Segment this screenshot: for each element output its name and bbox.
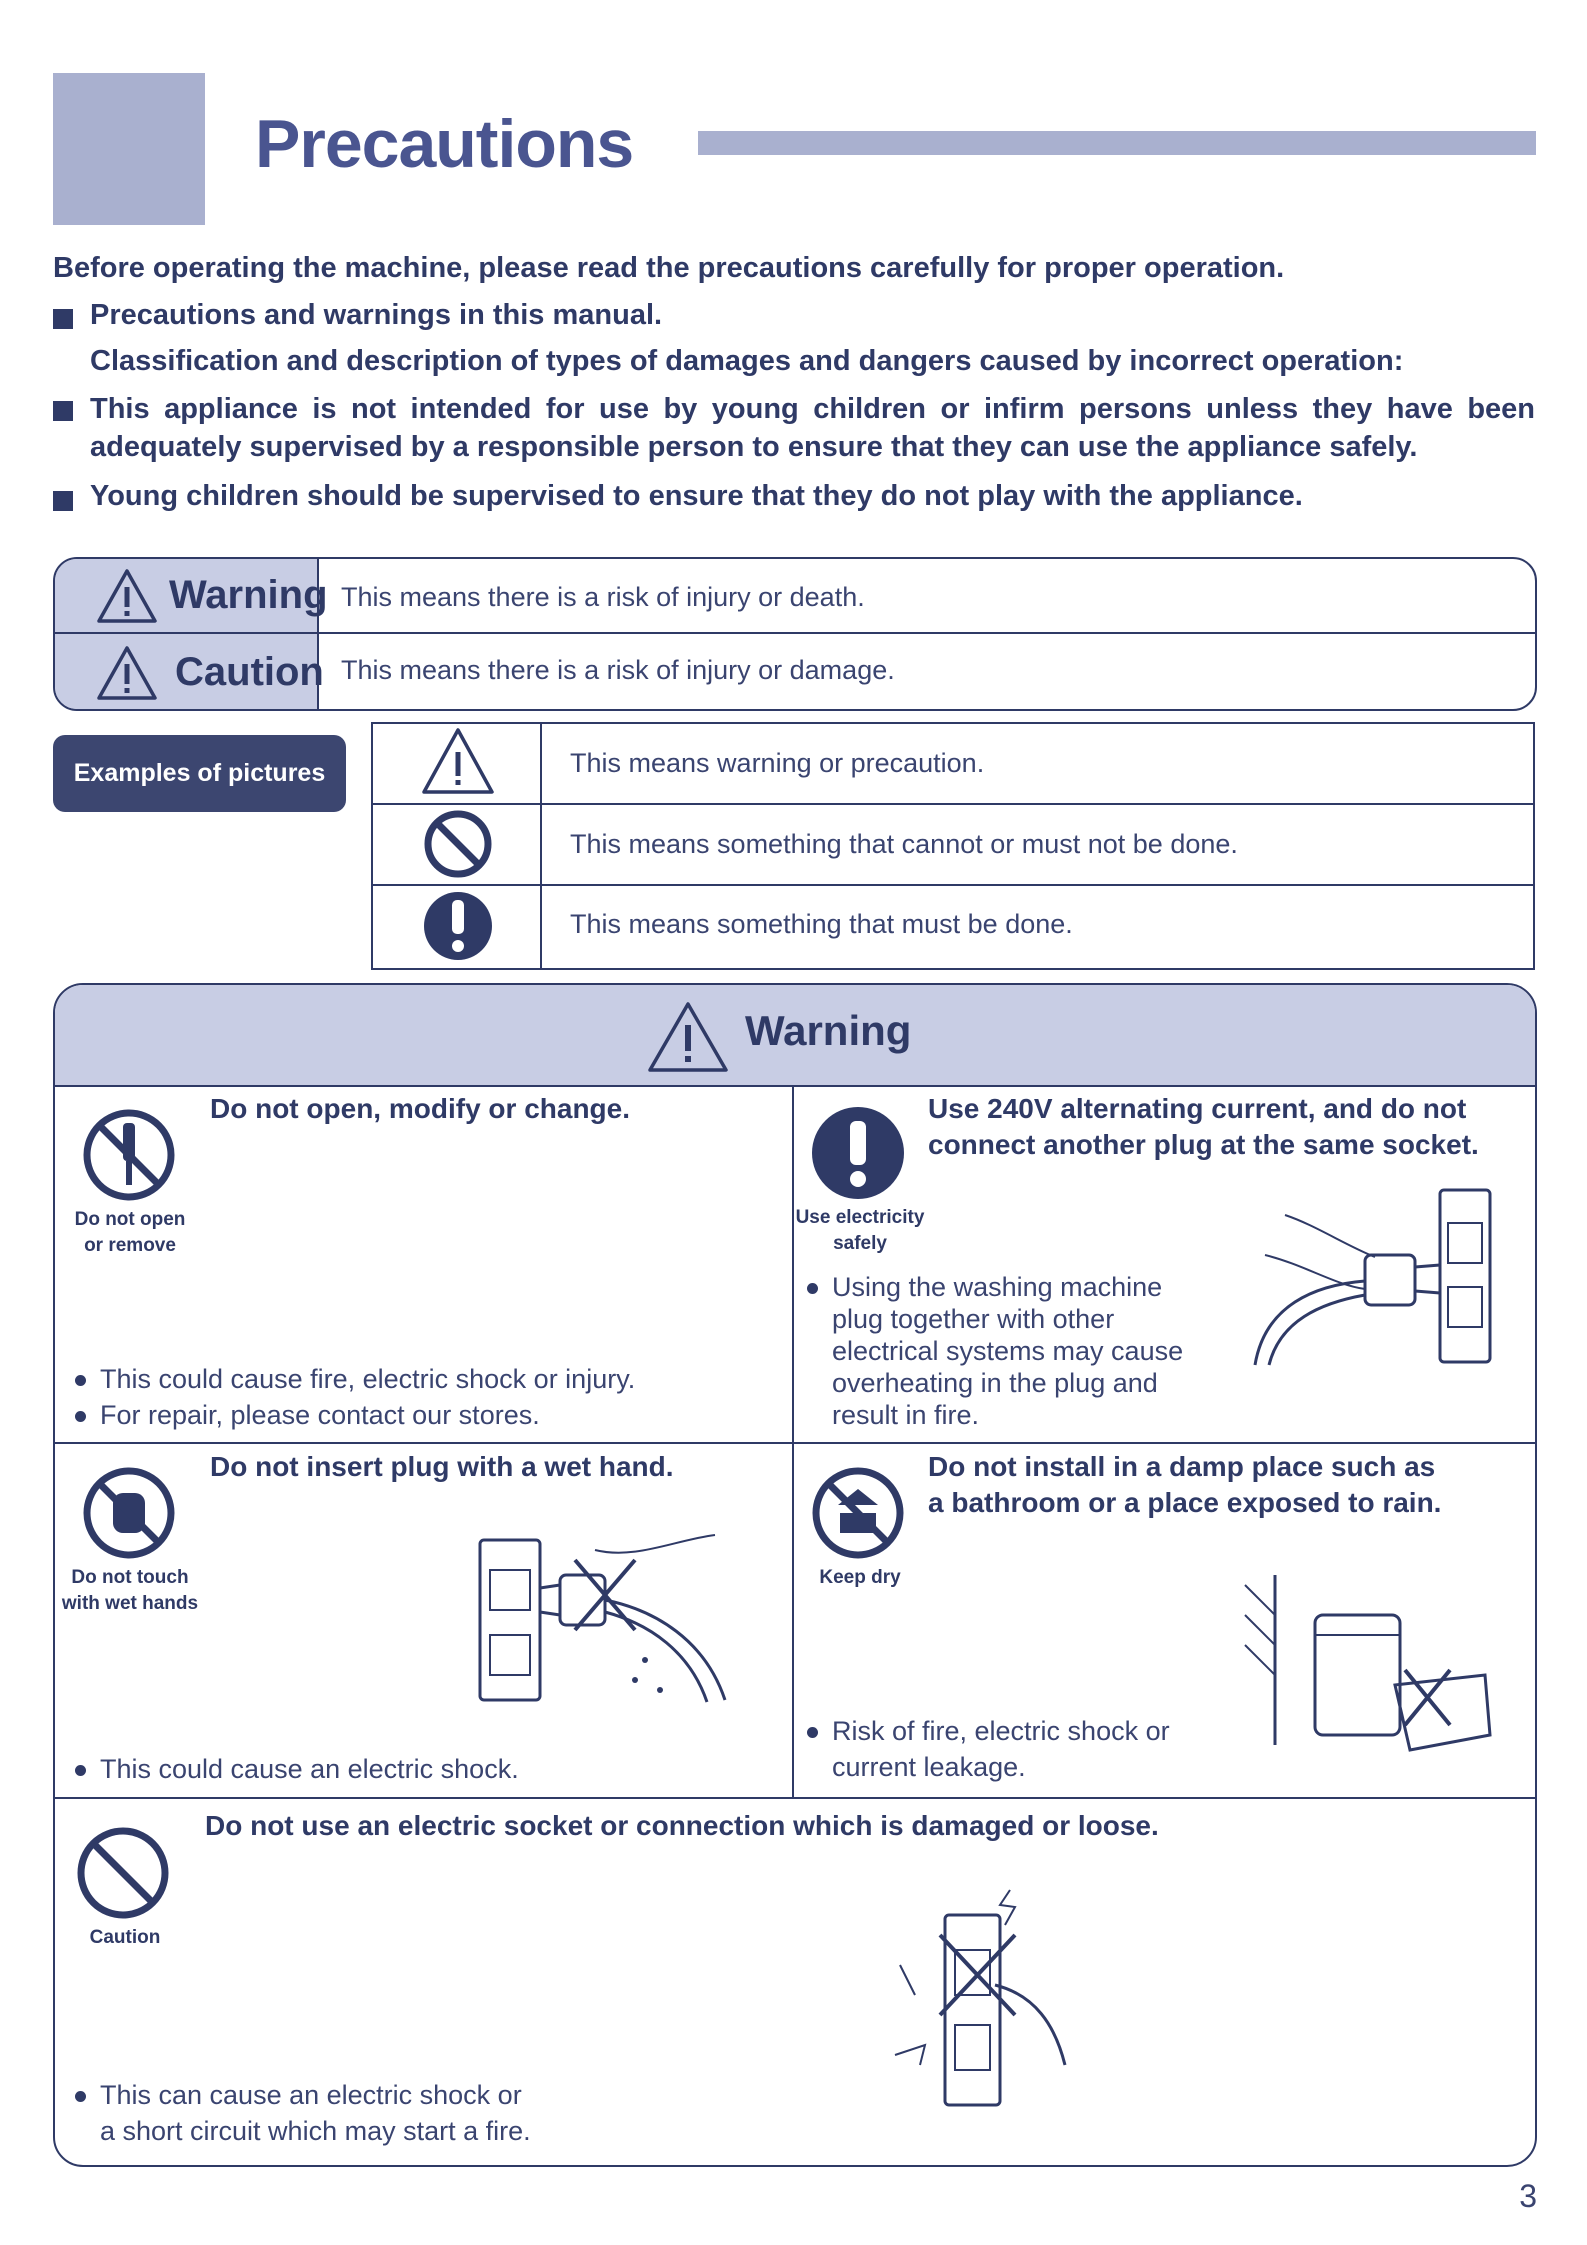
page-title: Precautions [255, 106, 634, 182]
wet-hand-prohibited-icon [81, 1465, 177, 1561]
intro-bullet-3: Young children should be supervised to ensure that they do not play with the appliance. [90, 480, 1303, 512]
keep-dry-icon [810, 1465, 906, 1561]
do-not-open-icon [81, 1107, 177, 1203]
cell-title: Do not install in a damp place such as a bathroom or a place exposed to rain. [928, 1451, 1442, 1518]
examples-table [371, 722, 1535, 970]
bullet-square [53, 309, 73, 329]
grid-divider [55, 1797, 1535, 1799]
cell-bullet: This could cause an electric shock. [75, 1751, 519, 1787]
cell-title: Do not open, modify or change. [210, 1093, 630, 1124]
examples-divider [373, 803, 1533, 805]
legend-warning-text: This means there is a risk of injury or death. [341, 582, 865, 612]
cell-bullet: For repair, please contact our stores. [75, 1397, 540, 1433]
examples-badge: Examples of pictures [53, 735, 346, 812]
intro-lead: Before operating the machine, please read the precautions carefully for proper operation. [53, 252, 1285, 284]
icon-caption: Caution [89, 1927, 161, 1948]
prohibition-icon [418, 804, 498, 884]
legend-warning-label: Warning [169, 573, 328, 617]
cell-bullet: Using the washing machine plug together with other electrical systems may cause overheating in the plug and result in fire. [807, 1271, 1183, 1431]
cell-title: Do not use an electric socket or connection which is damaged or loose. [205, 1810, 1159, 1841]
example-row-text: This means something that cannot or must not be done. [570, 829, 1238, 859]
icon-caption: Use electricity safely [795, 1207, 925, 1254]
example-row-text: This means something that must be done. [570, 909, 1073, 939]
grid-divider [55, 1442, 1535, 1444]
warning-triangle-icon [645, 999, 731, 1075]
cell-bullet: This can cause an electric shock or a short circuit which may start a fire. [75, 2077, 531, 2149]
mandatory-exclamation-icon [810, 1105, 906, 1201]
intro-bullet-1: Precautions and warnings in this manual. [90, 299, 663, 331]
warning-section-title: Warning [745, 1007, 912, 1054]
prohibition-icon [75, 1825, 171, 1921]
caution-triangle-icon [95, 644, 159, 702]
legend-divider [55, 632, 1535, 634]
cell-bullet: Risk of fire, electric shock or current leakage. [807, 1713, 1170, 1785]
bullet-square [53, 491, 73, 511]
plug-socket-illustration [1225, 1185, 1515, 1375]
cell-title: Use 240V alternating current, and do not connect another plug at the same socket. [928, 1093, 1479, 1160]
bullet-square [53, 401, 73, 421]
warning-section [53, 983, 1537, 2167]
intro-bullet-1-sub: Classification and description of types of damages and dangers caused by incorrect operation: [90, 345, 1404, 377]
damp-place-illustration [1235, 1575, 1505, 1765]
icon-caption: Do not touch with wet hands [61, 1567, 199, 1614]
icon-caption: Do not open or remove [74, 1209, 186, 1256]
example-row-text: This means warning or precaution. [570, 748, 985, 778]
legend-caution-text: This means there is a risk of injury or damage. [341, 655, 895, 685]
warning-triangle-icon [418, 722, 498, 802]
mandatory-exclamation-icon [418, 886, 498, 966]
icon-caption: Keep dry [819, 1567, 901, 1588]
page-number: 3 [1519, 2178, 1537, 2214]
warning-caution-legend [53, 557, 1537, 711]
header-rule [698, 131, 1536, 155]
damaged-socket-illustration [885, 1885, 1085, 2125]
header-decor-block [53, 73, 205, 225]
examples-divider [540, 724, 542, 968]
legend-caution-label: Caution [175, 650, 324, 694]
intro-bullet-2: This appliance is not intended for use by young children or infirm persons unless they have been adequately supervised by a responsible person to ensure that they can use the appliance safely. [90, 393, 1535, 463]
cell-title: Do not insert plug with a wet hand. [210, 1451, 674, 1482]
warning-section-header [55, 985, 1535, 1087]
wet-hand-plug-illustration [475, 1530, 775, 1710]
cell-bullet: This could cause fire, electric shock or injury. [75, 1361, 635, 1397]
examples-divider [373, 884, 1533, 886]
warning-triangle-icon [95, 567, 159, 625]
